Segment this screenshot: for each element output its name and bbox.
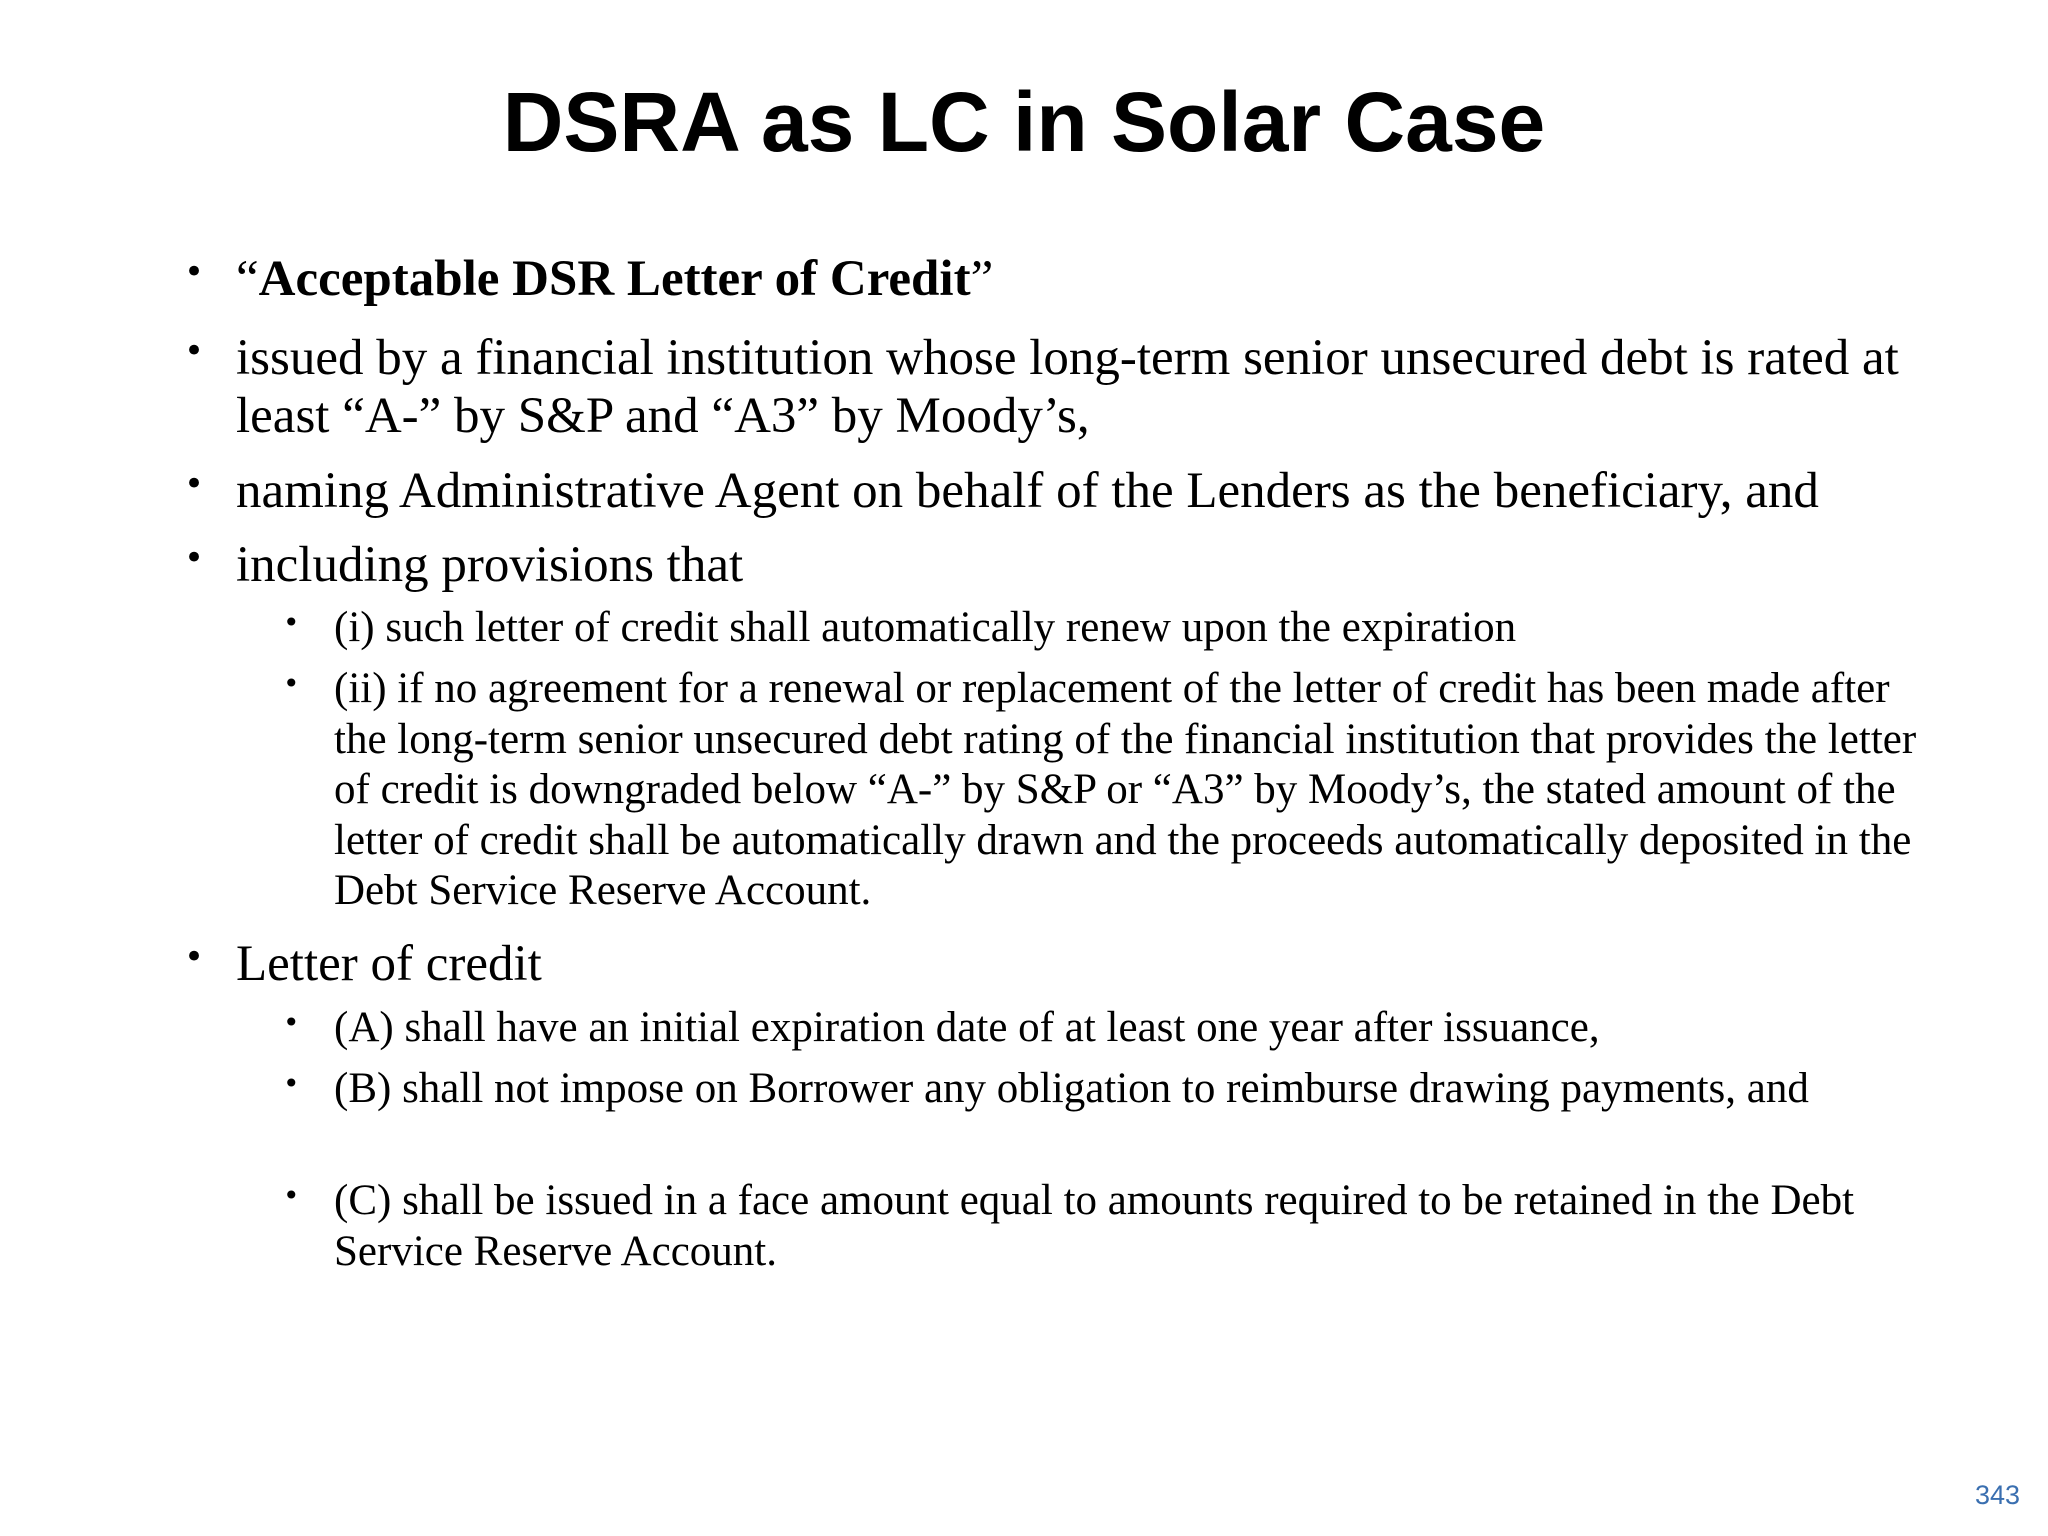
lc-term-no-reimbursement: (B) shall not impose on Borrower any obligation to reimburse drawing payments, and: [334, 1065, 1809, 1112]
slide-title: DSRA as LC in Solar Case: [502, 75, 1546, 169]
close-quote: ”: [970, 251, 994, 307]
bullet-item-acceptable-dsr-lc: [236, 250, 1956, 308]
defined-term: Acceptable DSR Letter of Credit: [258, 251, 971, 307]
provision-item-auto-renew: (i) such letter of credit shall automatically renew upon the expiration: [334, 604, 1517, 651]
sub-bullet-icon: •: [283, 667, 300, 700]
sub-bullet-icon: •: [283, 606, 300, 639]
sub-bullet-icon: •: [283, 1006, 300, 1039]
bullet-item-beneficiary: naming Administrative Agent on behalf of the Lenders as the beneficiary, and: [236, 463, 1819, 519]
bullet-icon: •: [184, 331, 205, 371]
lc-term-expiration: (A) shall have an initial expiration date of at least one year after issuance,: [334, 1004, 1600, 1051]
bullet-item-provisions: including provisions that: [236, 537, 744, 593]
bullet-icon: •: [184, 252, 205, 292]
open-quote: “: [236, 251, 259, 307]
page-number: 343: [1974, 1480, 2020, 1510]
bullet-icon: •: [184, 937, 205, 977]
sub-bullet-icon: •: [283, 1067, 300, 1100]
sub-bullet-icon: •: [283, 1179, 300, 1212]
provision-item-downgrade-draw: (ii) if no agreement for a renewal or replacement of the letter of credit has been made after the long-term senior unsecured debt rating of the financial institution that provides the letter of credit is downgraded below “A-” by S&P or “A3” by Moody’s, the stated amount of the letter of credit shall be automatically drawn and the proceeds automatically deposited in the Debt Service Reserve Account.: [334, 665, 1917, 914]
bullet-item-letter-of-credit: Letter of credit: [236, 936, 542, 992]
bullet-icon: •: [184, 464, 205, 504]
bullet-item-issuer-rating: issued by a financial institution whose long-term senior unsecured debt is rated at least “A-” by S&P and “A3” by Moody’s,: [236, 330, 1899, 444]
bullet-icon: •: [184, 538, 205, 578]
lc-term-face-amount: (C) shall be issued in a face amount equal to amounts required to be retained in the Debt Service Reserve Account.: [334, 1177, 1855, 1275]
